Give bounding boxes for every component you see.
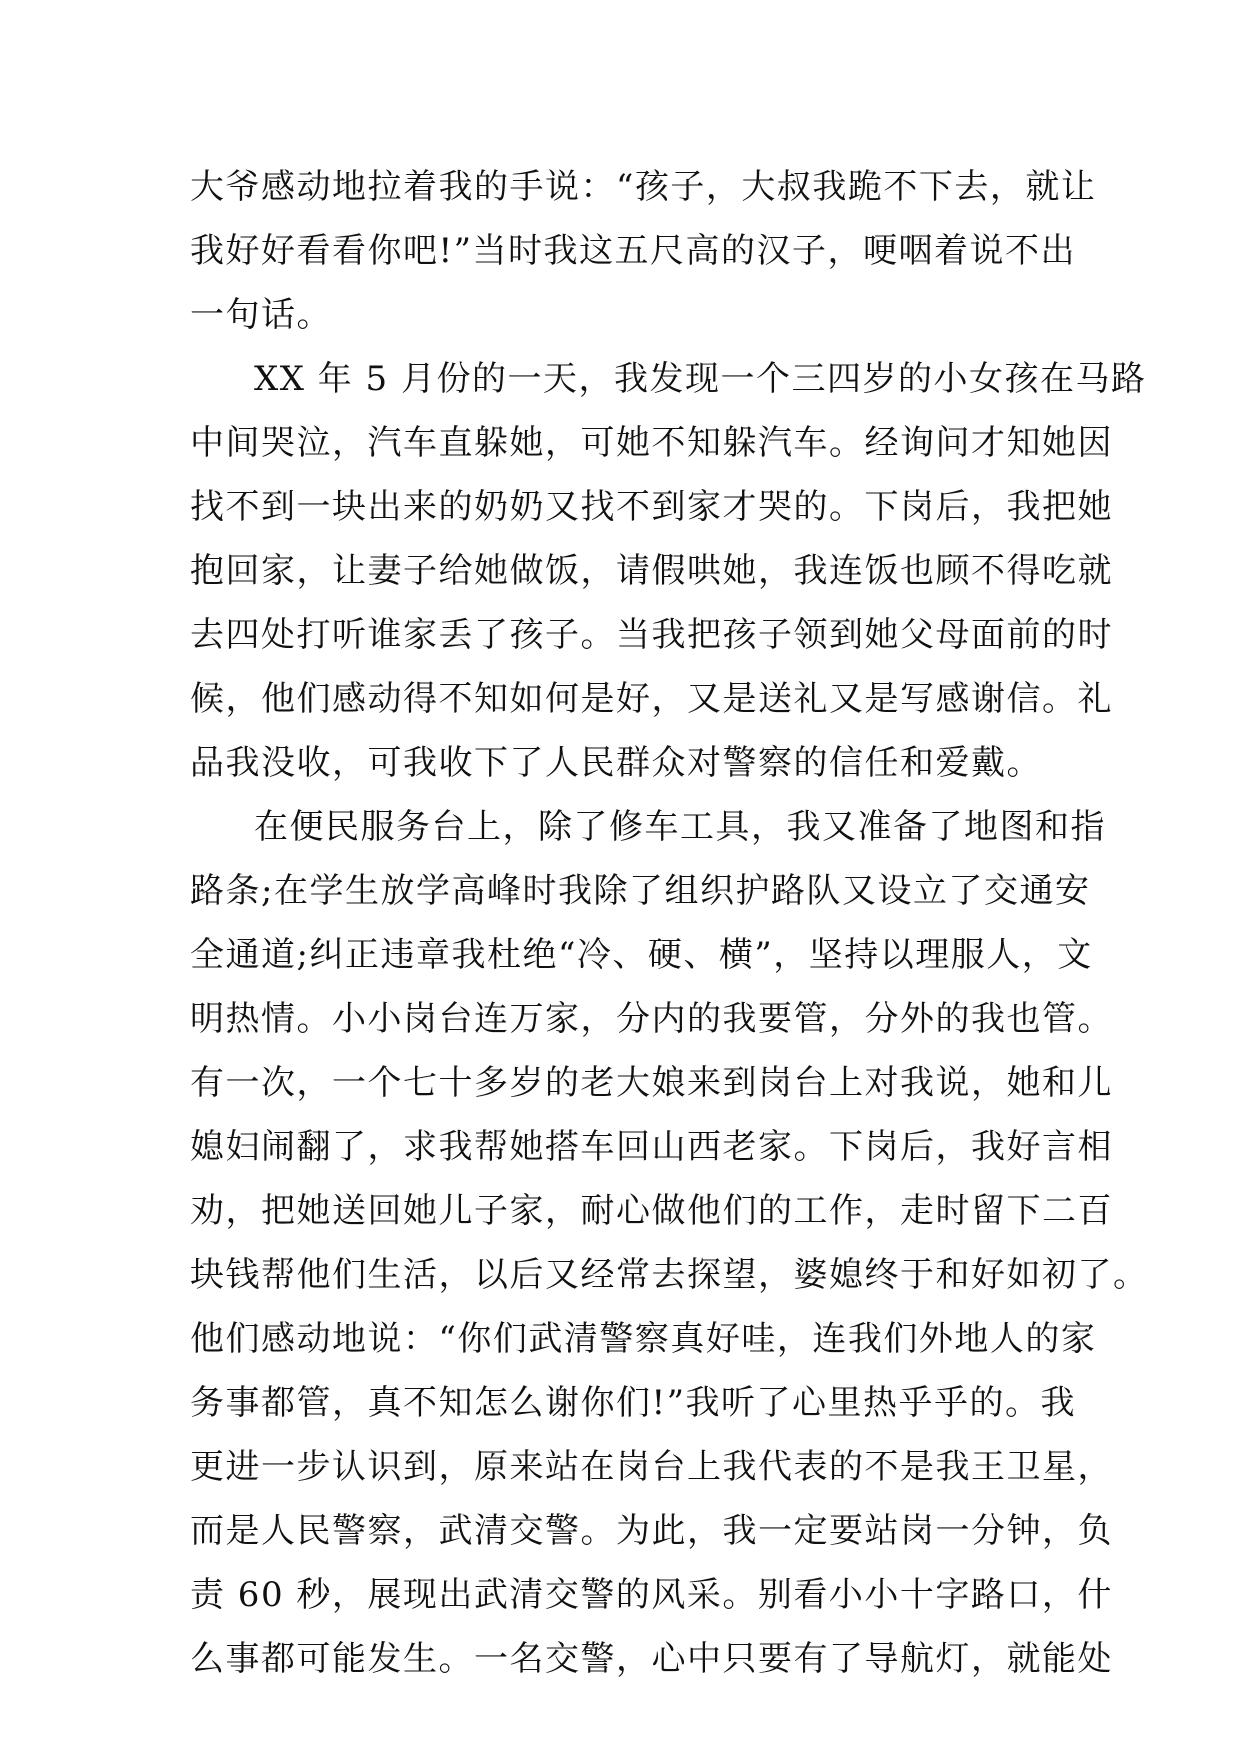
paragraph-start-line: XX 年 5 月份的一天，我发现一个三四岁的小女孩在马路 (254, 359, 1147, 399)
text-line: 大爷感动地拉着我的手说：“孩子，大叔我跪不下去，就让 (190, 167, 1097, 207)
text-line: 块钱帮他们生活，以后又经常去探望，婆媳终于和好如初了。 (190, 1255, 1149, 1295)
text-line: 明热情。小小岗台连万家，分内的我要管，分外的我也管。 (190, 999, 1113, 1039)
paragraph-start-line: 在便民服务台上，除了修车工具，我又准备了地图和指 (254, 807, 1106, 847)
text-line: 路条;在学生放学高峰时我除了组织护路队又设立了交通安 (190, 871, 1091, 911)
text-line: 务事都管，真不知怎么谢你们!”我听了心里热乎乎的。我 (190, 1383, 1077, 1423)
text-line: 有一次，一个七十多岁的老大娘来到岗台上对我说，她和儿 (190, 1063, 1113, 1103)
text-line: 中间哭泣，汽车直躲她，可她不知躲汽车。经询问才知她因 (190, 423, 1113, 463)
text-line: 么事都可能发生。一名交警，心中只要有了导航灯，就能处 (190, 1639, 1113, 1679)
document-body (190, 155, 1149, 1691)
text-line: 劝，把她送回她儿子家，耐心做他们的工作，走时留下二百 (190, 1191, 1113, 1231)
text-line: 全通道;纠正违章我杜绝“冷、硬、横”，坚持以理服人，文 (190, 935, 1093, 975)
text-line: 他们感动地说：“你们武清警察真好哇，连我们外地人的家 (190, 1319, 1097, 1359)
text-line: 抱回家，让妻子给她做饭，请假哄她，我连饭也顾不得吃就 (190, 551, 1113, 591)
text-line: 更进一步认识到，原来站在岗台上我代表的不是我王卫星， (190, 1447, 1113, 1487)
text-line: 候，他们感动得不知如何是好，又是送礼又是写感谢信。礼 (190, 679, 1113, 719)
text-line: 责 60 秒，展现出武清交警的风采。别看小小十字路口，什 (190, 1575, 1113, 1615)
text-line: 去四处打听谁家丢了孩子。当我把孩子领到她父母面前的时 (190, 615, 1113, 655)
text-line: 找不到一块出来的奶奶又找不到家才哭的。下岗后，我把她 (190, 487, 1113, 527)
text-line: 一句话。 (190, 295, 332, 335)
text-line: 我好好看看你吧!”当时我这五尺高的汉子，哽咽着说不出 (190, 231, 1077, 271)
text-line: 品我没收，可我收下了人民群众对警察的信任和爱戴。 (190, 743, 1042, 783)
text-line: 媳妇闹翻了，求我帮她搭车回山西老家。下岗后，我好言相 (190, 1127, 1113, 1167)
text-line: 而是人民警察，武清交警。为此，我一定要站岗一分钟，负 (190, 1511, 1113, 1551)
